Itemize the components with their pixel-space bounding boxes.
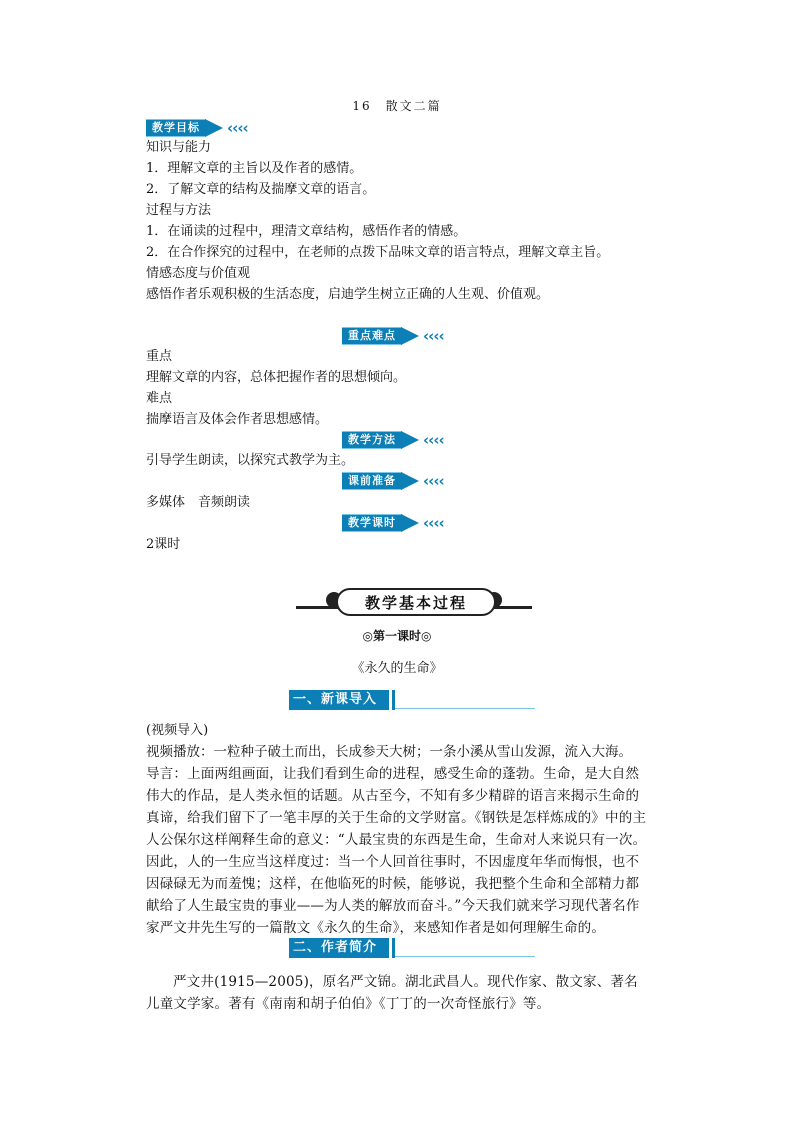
objectives-line-4: 2．在合作探究的过程中，在老师的点拨下品味文章的语言特点，理解文章主旨。: [146, 245, 610, 260]
process-banner: [296, 582, 532, 618]
periods-text: 2课时: [146, 537, 181, 552]
page-header-title: 16 散文二篇: [352, 99, 442, 113]
objectives-line-2: 2．了解文章的结构及揣摩文章的语言。: [146, 182, 376, 197]
key-heading-2: 难点: [146, 391, 173, 406]
tag-objectives: [146, 119, 248, 137]
chevrons-icon: ‹‹‹‹: [423, 327, 444, 345]
objectives-line-1: 1．理解文章的主旨以及作者的感情。: [146, 161, 363, 176]
objectives-line-5: 感悟作者乐观积极的生活态度，启迪学生树立正确的人生观、价值观。: [146, 287, 550, 302]
chevrons-icon: ‹‹‹‹: [423, 431, 444, 449]
intro-paragraph: 导言：上面两组画面，让我们看到生命的进程，感受生命的蓬勃。生命，是大自然伟大的作品，是人类永恒的话题。从古至今，不知有多少精辟的语言来揭示生命的真谛，给我们留下了一笔丰厚的关于生命的文学财富。《钢铁是怎样炼成的》中的主人公保尔这样阐释生命的意义：“人最宝贵的东西是生命，生命对人来说只有一次。因此，人的一生应当这样度过：当一个人回首往事时，不因虚度年华而悔恨，也不因碌碌无为而羞愧；这样，在他临死的时候，能够说，我把整个生命和全部精力都献给了人生最宝贵的事业——为人类的解放而奋斗。”今天我们就来学习现代著名作家严文井先生写的一篇散文《永久的生命》，来感知作者是如何理解生命的。: [146, 766, 647, 936]
chevrons-icon: ‹‹‹‹: [227, 119, 248, 137]
author-paragraph: 严文井(1915—2005)，原名严文锦。湖北武昌人。现代作家、散文家、著名儿童文学家。著有《南南和胡子伯伯》《丁丁的一次奇怪旅行》等。: [146, 974, 638, 1012]
period-label: ◎第一课时◎: [362, 629, 432, 643]
tag-methods: [342, 431, 444, 449]
key-line-1: 理解文章的内容，总体把握作者的思想倾向。: [146, 370, 407, 385]
key-heading-1: 重点: [146, 349, 173, 364]
process-banner-title: 教学基本过程: [364, 593, 467, 612]
tag-preparation-label: 课前准备: [342, 472, 402, 490]
key-line-2: 揣摩语言及体会作者思想感情。: [146, 412, 329, 427]
chevrons-icon: ‹‹‹‹: [423, 472, 444, 490]
tag-periods: [342, 514, 444, 532]
objectives-heading-3: 情感态度与价值观: [146, 266, 251, 281]
methods-text: 引导学生朗读，以探究式教学为主。: [146, 453, 355, 468]
work-title: 《永久的生命》: [351, 661, 443, 676]
tag-key-points-label: 重点难点: [342, 327, 402, 345]
tag-methods-label: 教学方法: [342, 431, 402, 449]
objectives-heading-2: 过程与方法: [146, 203, 212, 218]
tag-key-points: [342, 327, 444, 345]
preparation-text: 多媒体 音频朗读: [146, 495, 251, 510]
intro-line-2: 视频播放：一粒种子破土而出，长成参天大树；一条小溪从雪山发源，流入大海。: [146, 744, 632, 760]
objectives-line-3: 1．在诵读的过程中，理清文章结构，感悟作者的情感。: [146, 224, 467, 239]
section-author-title: 二、作者简介: [289, 938, 389, 958]
tag-objectives-label: 教学目标: [146, 119, 206, 137]
objectives-heading-1: 知识与能力: [146, 140, 212, 155]
section-bar-intro: [289, 690, 535, 710]
tag-preparation: [342, 472, 444, 490]
tag-periods-label: 教学课时: [342, 514, 402, 532]
chevrons-icon: ‹‹‹‹: [423, 514, 444, 532]
intro-line-1: (视频导入): [146, 723, 209, 738]
section-intro-title: 一、新课导入: [289, 690, 389, 710]
section-bar-author: [289, 938, 535, 958]
